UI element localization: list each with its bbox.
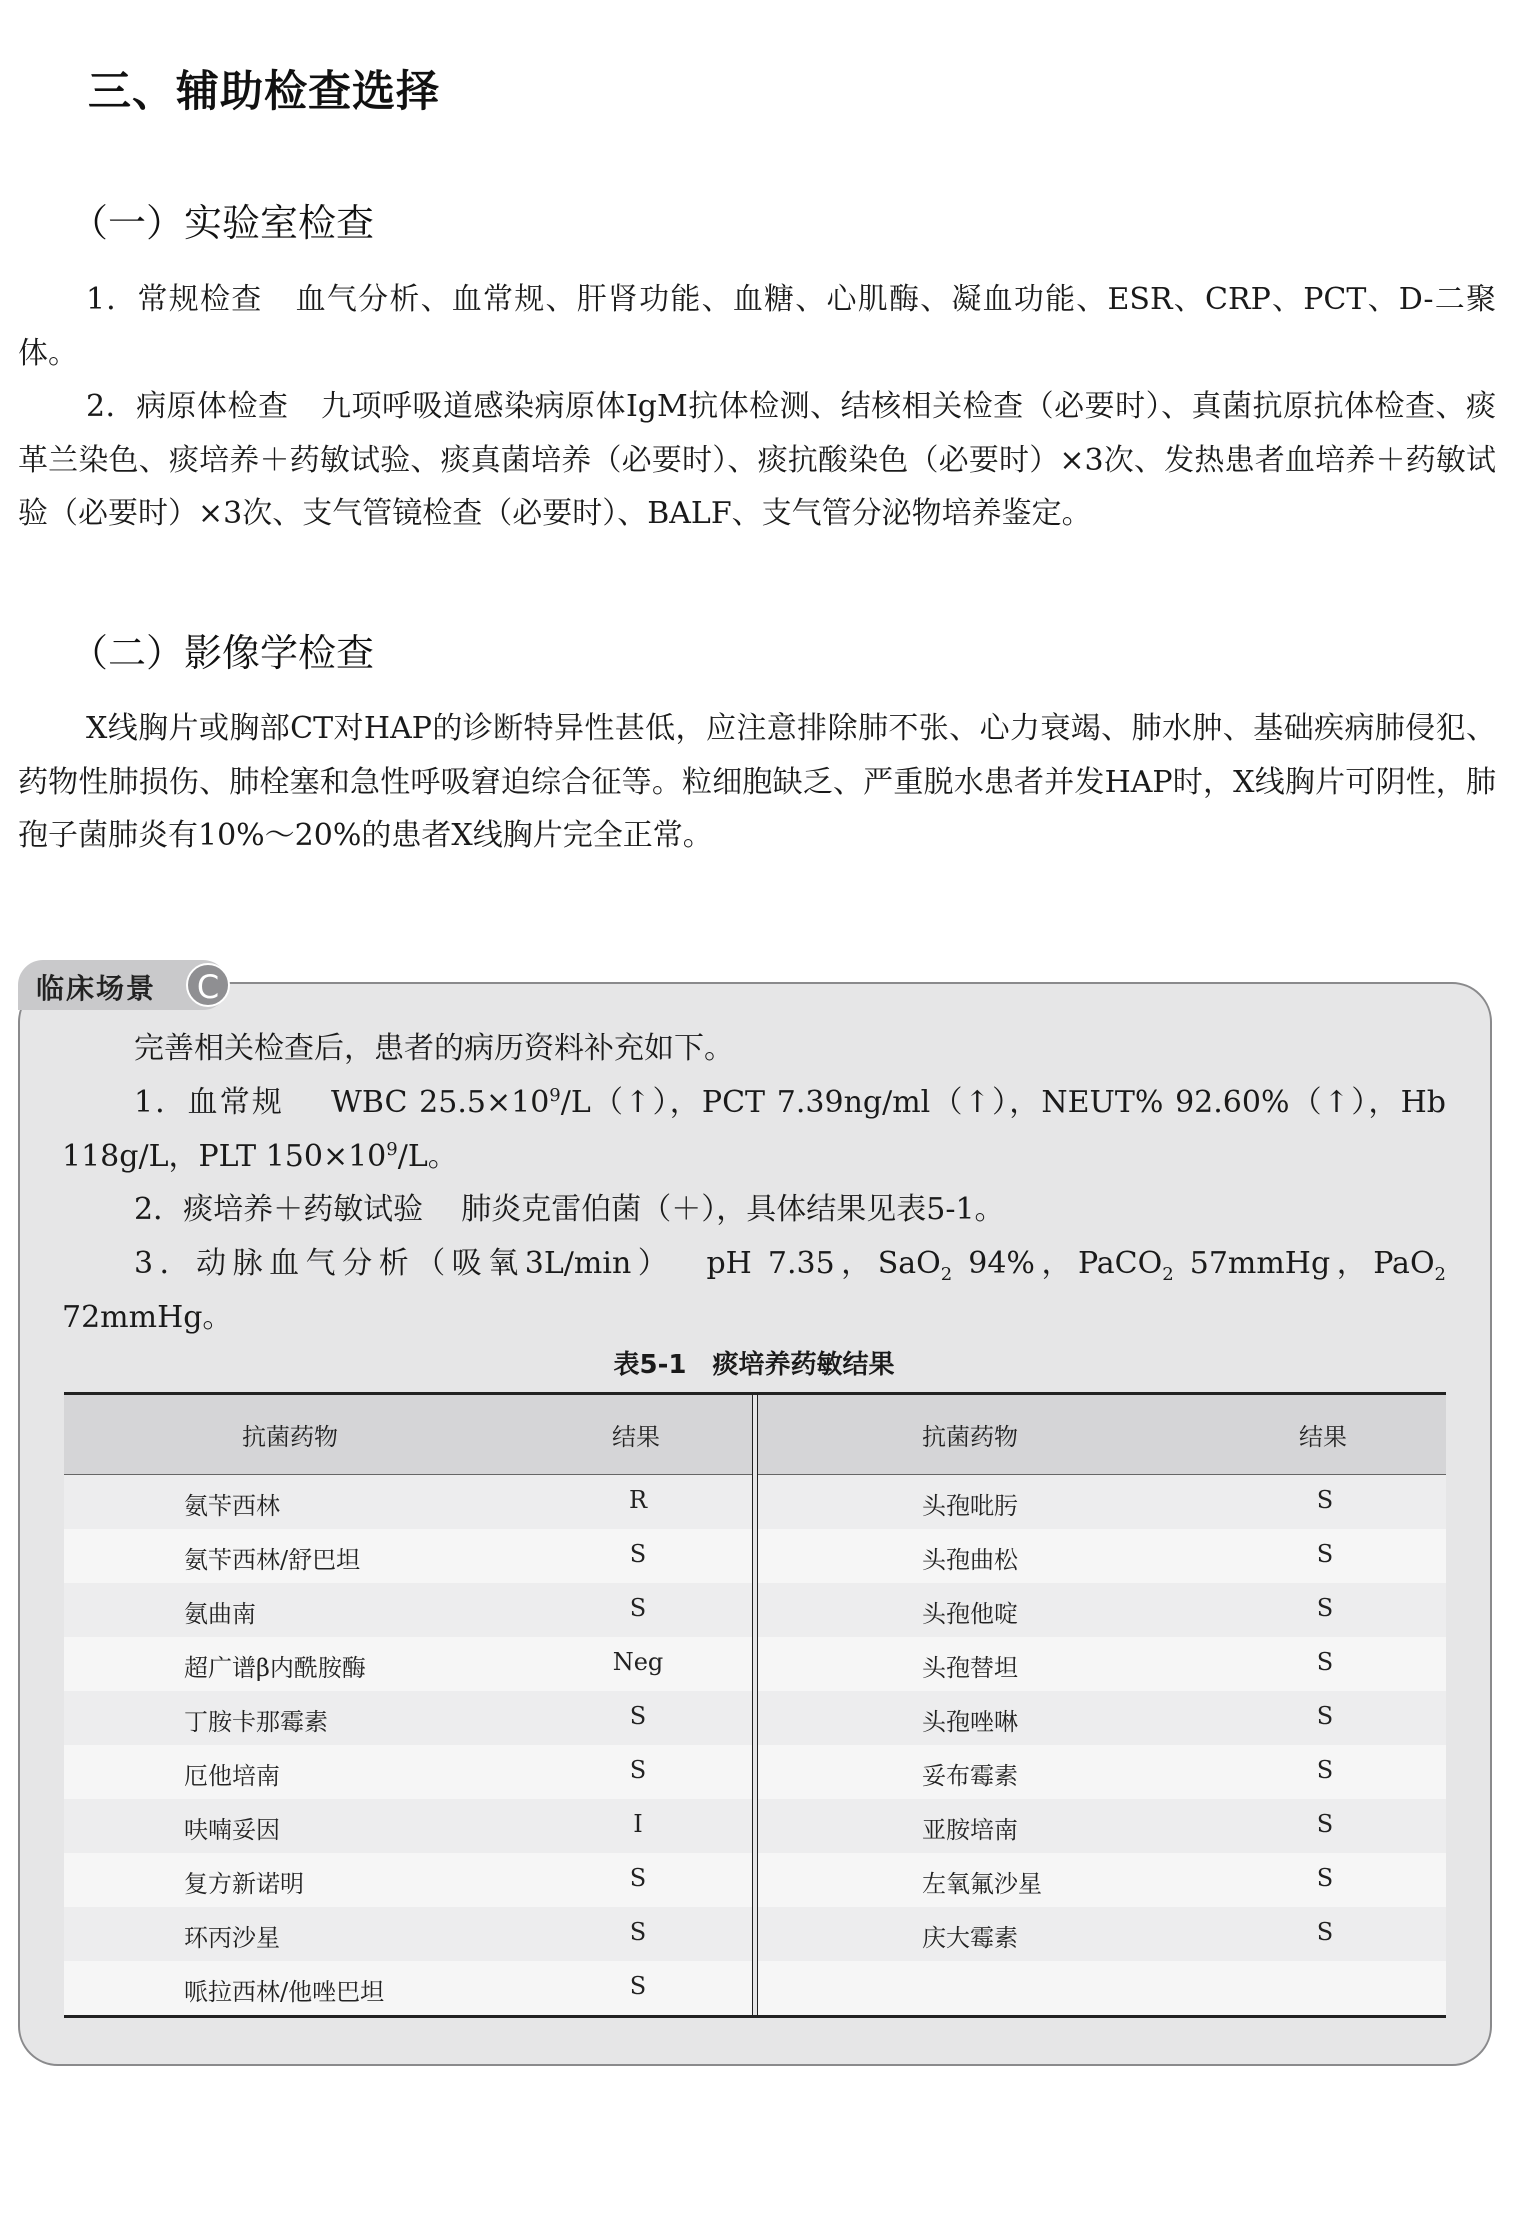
scene-item-2-text: 肺炎克雷伯菌（＋），具体结果见表5-1。 xyxy=(461,1192,1005,1227)
susceptibility-table xyxy=(64,1392,1446,2018)
drug-name: 氨苄西林/舒巴坦 xyxy=(184,1546,361,1574)
drug-name: 超广谱β内酰胺酶 xyxy=(184,1654,366,1682)
scene-item-3-head: 3．动脉血气分析（吸氧3L/min） xyxy=(134,1246,675,1281)
scene-item-3-sub2: 2 xyxy=(1162,1264,1174,1285)
drug-result: S xyxy=(629,1864,647,1892)
drug-name: 氨曲南 xyxy=(184,1600,256,1628)
drug-name: 亚胺培南 xyxy=(922,1816,1018,1844)
scene-item-3-a: pH 7.35，SaO xyxy=(706,1246,941,1281)
scene-item-3-b: 94%，PaCO xyxy=(952,1246,1163,1281)
drug-result: S xyxy=(629,1918,647,1946)
scene-item-2-head: 2．痰培养＋药敏试验 xyxy=(134,1192,424,1227)
table-left-half xyxy=(64,1395,752,2015)
drug-result: S xyxy=(1316,1864,1334,1892)
scene-item-1-head: 1．血常规 xyxy=(134,1085,285,1120)
drug-result: S xyxy=(629,1756,647,1784)
imaging-subtitle: （二）影像学检查 xyxy=(70,631,375,675)
drug-result: S xyxy=(1316,1648,1334,1676)
table-row xyxy=(64,1799,752,1853)
drug-result: S xyxy=(1316,1918,1334,1946)
clinical-scene-tab xyxy=(18,960,228,1010)
lab-item-1-head: 1．常规检查 xyxy=(86,282,263,317)
table-row xyxy=(64,1907,752,1961)
table-row xyxy=(64,1961,752,2015)
table-header-right xyxy=(758,1395,1446,1475)
scene-item-1 xyxy=(62,1076,1446,1183)
lab-item-1 xyxy=(18,273,1496,380)
table-row xyxy=(64,1745,752,1799)
lab-subtitle: （一）实验室检查 xyxy=(70,201,375,245)
table-row xyxy=(64,1853,752,1907)
drug-name: 妥布霉素 xyxy=(922,1762,1018,1790)
scene-letter-badge: C xyxy=(186,963,230,1007)
scene-item-3-c: 57mmHg，PaO xyxy=(1173,1246,1435,1281)
scene-item-3-sub3: 2 xyxy=(1434,1264,1446,1285)
table-caption: 表5-1 痰培养药敏结果 xyxy=(613,1350,895,1380)
scene-intro: 完善相关检查后，患者的病历资料补充如下。 xyxy=(134,1031,734,1066)
drug-result: R xyxy=(628,1486,648,1514)
table-row xyxy=(758,1907,1446,1961)
section-title: 三、辅助检查选择 xyxy=(88,67,440,117)
header-drug-left: 抗菌药物 xyxy=(242,1423,338,1451)
drug-name: 厄他培南 xyxy=(184,1762,280,1790)
table-row xyxy=(758,1583,1446,1637)
scene-item-3 xyxy=(62,1237,1446,1344)
lab-item-1-text: 血气分析、血常规、肝肾功能、血糖、心肌酶、凝血功能、ESR、CRP、PCT、D-二聚体。 xyxy=(18,282,1496,371)
table-row xyxy=(758,1745,1446,1799)
drug-result: S xyxy=(1316,1486,1334,1514)
table-right-half xyxy=(758,1395,1446,2015)
table-row xyxy=(758,1529,1446,1583)
table-row xyxy=(64,1475,752,1529)
drug-name: 呋喃妥因 xyxy=(184,1816,280,1844)
drug-name: 丁胺卡那霉素 xyxy=(184,1708,328,1736)
drug-result: S xyxy=(1316,1594,1334,1622)
lab-item-2-head: 2．病原体检查 xyxy=(86,389,289,424)
table-row xyxy=(64,1529,752,1583)
header-drug-right: 抗菌药物 xyxy=(922,1423,1018,1451)
drug-result: S xyxy=(1316,1702,1334,1730)
table-header-left xyxy=(64,1395,752,1475)
scene-intro-block xyxy=(62,1022,1446,1076)
drug-result: S xyxy=(629,1702,647,1730)
imaging-text-block xyxy=(18,702,1496,863)
table-row xyxy=(758,1799,1446,1853)
scene-item-3-d: 72mmHg。 xyxy=(62,1299,233,1335)
scene-item-1-sup1: 9 xyxy=(549,1085,561,1106)
clinical-scene-label: 临床场景 xyxy=(36,972,157,1005)
table-row xyxy=(758,1637,1446,1691)
header-result-left: 结果 xyxy=(612,1423,660,1451)
scene-item-2 xyxy=(62,1183,1446,1237)
drug-result: S xyxy=(1316,1810,1334,1838)
drug-name: 左氧氟沙星 xyxy=(922,1870,1042,1898)
scene-item-3-sub1: 2 xyxy=(940,1264,953,1285)
scene-item-1-sup2: 9 xyxy=(386,1138,398,1160)
drug-result: Neg xyxy=(612,1648,664,1676)
drug-name: 头孢吡肟 xyxy=(922,1492,1018,1520)
drug-result: S xyxy=(1316,1756,1334,1784)
drug-name: 头孢唑啉 xyxy=(922,1708,1018,1736)
drug-name: 复方新诺明 xyxy=(184,1870,304,1898)
drug-result: I xyxy=(633,1810,643,1838)
drug-name: 头孢曲松 xyxy=(922,1546,1018,1574)
lab-item-2 xyxy=(18,380,1496,541)
table-row xyxy=(64,1637,752,1691)
drug-result: S xyxy=(1316,1540,1334,1568)
table-row xyxy=(64,1583,752,1637)
drug-name: 氨苄西林 xyxy=(184,1492,280,1520)
lab-item-2-text: 九项呼吸道感染病原体IgM抗体检测、结核相关检查（必要时）、真菌抗原抗体检查、痰革兰染色、痰培养＋药敏试验、痰真菌培养（必要时）、痰抗酸染色（必要时）×3次、发热患者血培养＋药敏试验（必要时）×3次、支气管镜检查（必要时）、BALF、支气管分泌物培养鉴定。 xyxy=(18,389,1496,531)
table-row xyxy=(758,1475,1446,1529)
drug-result: S xyxy=(629,1594,647,1622)
table-row xyxy=(758,1853,1446,1907)
scene-item-1-a: WBC 25.5×10 xyxy=(331,1085,550,1120)
drug-name: 头孢替坦 xyxy=(922,1654,1018,1682)
table-row xyxy=(758,1961,1446,2015)
drug-name: 庆大霉素 xyxy=(922,1924,1018,1952)
drug-name: 头孢他啶 xyxy=(922,1600,1018,1628)
header-result-right: 结果 xyxy=(1299,1423,1347,1451)
scene-item-1-c: /L。 xyxy=(397,1138,458,1174)
imaging-text: X线胸片或胸部CT对HAP的诊断特异性甚低，应注意排除肺不张、心力衰竭、肺水肿、基础疾病肺侵犯、药物性肺损伤、肺栓塞和急性呼吸窘迫综合征等。粒细胞缺乏、严重脱水患者并发HAP时，X线胸片可阴性，肺孢子菌肺炎有10%～20%的患者X线胸片完全正常。 xyxy=(18,711,1496,853)
drug-result: S xyxy=(629,1540,647,1568)
drug-result: S xyxy=(629,1972,647,2000)
scene-item-1-b: /L（↑），PCT 7.39ng/ml（↑），NEUT% 92.60%（↑），Hb 118g/L，PLT 150×10 xyxy=(62,1085,1446,1174)
drug-name: 哌拉西林/他唑巴坦 xyxy=(184,1978,385,2006)
table-row xyxy=(758,1691,1446,1745)
drug-name: 环丙沙星 xyxy=(184,1924,280,1952)
table-row xyxy=(64,1691,752,1745)
